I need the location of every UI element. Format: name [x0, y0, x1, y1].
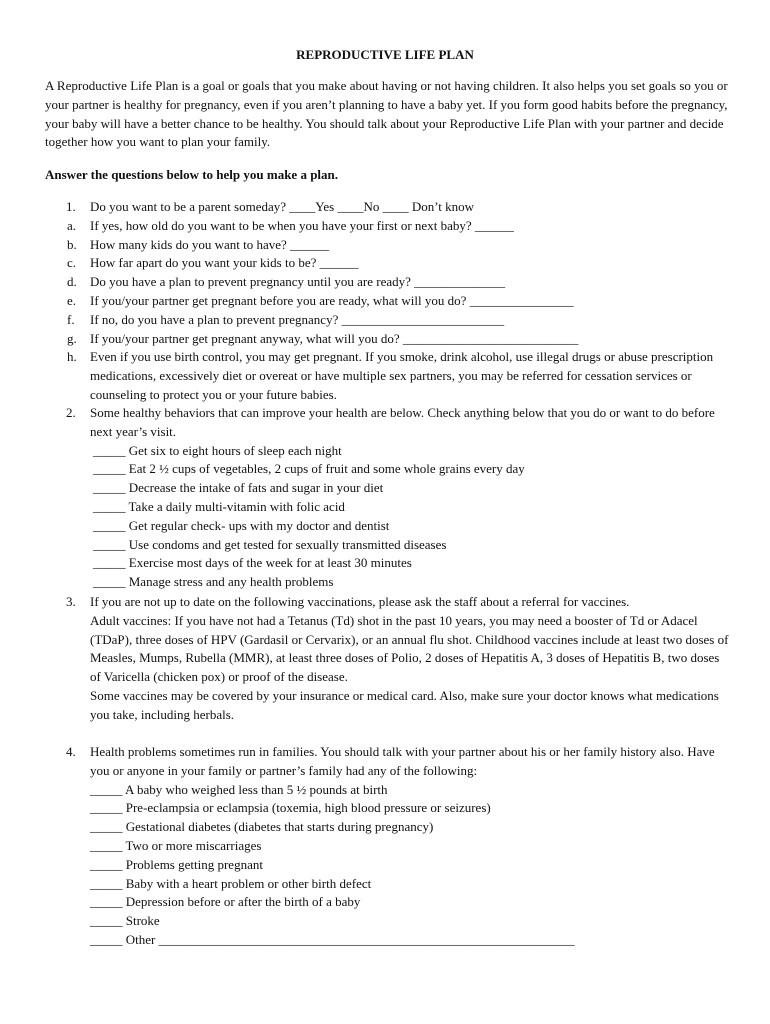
- question-text: Do you want to be a parent someday? ____Yes ____No ____ Don’t know: [90, 199, 475, 214]
- question-text: Some healthy behaviors that can improve your health are below. Check anything below that you do or want to do before next year’s visit.: [90, 405, 715, 439]
- question-1: [45, 198, 731, 405]
- sub-question-text: If no, do you have a plan to prevent pregnancy? _________________________: [90, 311, 505, 327]
- question-number: 3.: [66, 594, 76, 609]
- checklist-item: _____ Take a daily multi-vitamin with folic acid: [93, 498, 345, 514]
- sub-question: [45, 217, 731, 236]
- checklist-item: _____ Problems getting pregnant: [90, 856, 263, 872]
- checklist-item: _____ Gestational diabetes (diabetes that starts during pregnancy): [90, 819, 434, 835]
- checklist-item: _____ Use condoms and get tested for sexually transmitted diseases: [93, 536, 447, 552]
- question-number: 2.: [66, 405, 76, 420]
- question-text: Health problems sometimes run in families. You should talk with your partner about his or her family history also. Have you or anyone in your family or partner’s family had any of the following:: [90, 744, 715, 778]
- sub-question-letter: g.: [67, 330, 77, 346]
- sub-question: [45, 311, 731, 330]
- sub-question: [45, 292, 731, 311]
- sub-question: [45, 330, 731, 349]
- question-number: 4.: [66, 744, 76, 759]
- question-4: [45, 743, 731, 950]
- checklist-item: _____ Decrease the intake of fats and sugar in your diet: [93, 480, 384, 496]
- sub-question-text: How far apart do you want your kids to be? ______: [90, 255, 359, 271]
- checklist-item: _____ Get six to eight hours of sleep each night: [93, 442, 342, 458]
- sub-question-letter: c.: [67, 255, 77, 271]
- checklist-item: _____ Pre-eclampsia or eclampsia (toxemia, high blood pressure or seizures): [90, 800, 491, 816]
- checklist-item: _____ Manage stress and any health problems: [93, 574, 334, 590]
- sub-question-letter: b.: [67, 236, 77, 252]
- checklist-item: _____ A baby who weighed less than 5 ½ pounds at birth: [90, 781, 388, 797]
- adult-vaccines-text: Adult vaccines: If you have not had a Tetanus (Td) shot in the past 10 years, you may need a booster of Td or Adacel (TDaP), three doses of HPV (Gardasil or Cervarix), or an annual flu shot. Childhood vaccines include at least two doses of Measles, Mumps, Rubella (MMR), at least three doses of Polio, 2 doses of Hepatitis A, 3 doses of Hepatitis B, two doses of Varicella (chicken pox) or proof of the disease.: [90, 612, 729, 685]
- vaccine-note: Some vaccines may be covered by your insurance or medical card. Also, make sure your doctor knows what medications you take, including herbals.: [90, 687, 719, 722]
- sub-question-letter: h.: [67, 349, 77, 365]
- sub-question: [45, 236, 731, 255]
- sub-question-text: Do you have a plan to prevent pregnancy until you are ready? ______________: [90, 274, 506, 290]
- sub-question-text: If yes, how old do you want to be when you have your first or next baby? ______: [90, 217, 514, 233]
- sub-question-text: How many kids do you want to have? ______: [90, 236, 330, 252]
- intro-paragraph: A Reproductive Life Plan is a goal or goals that you make about having or not having children. It also helps you set goals so you or your partner is healthy for pregnancy, even if you aren’t planning to have a baby yet. If you form good habits before the pregnancy, your baby will have a better chance to be healthy. You should talk about your Reproductive Life Plan with your partner and decide together how you want to plan your family.: [45, 78, 728, 150]
- sub-question: [45, 254, 731, 273]
- sub-question-letter: f.: [67, 311, 75, 327]
- checklist-item: _____ Depression before or after the birth of a baby: [90, 894, 361, 910]
- question-number: 1.: [66, 199, 76, 214]
- checklist-item: _____ Baby with a heart problem or other birth defect: [90, 875, 372, 891]
- sub-question-letter: a.: [67, 217, 77, 233]
- sub-question-text: If you/your partner get pregnant before you are ready, what will you do? ________________: [90, 292, 574, 308]
- sub-question-letter: d.: [67, 274, 77, 290]
- question-2: [45, 404, 731, 592]
- question-3: [45, 593, 731, 725]
- instructions-heading: Answer the questions below to help you make a plan.: [45, 167, 339, 182]
- checklist-item: _____ Other ________________________________________________________________: [90, 931, 575, 947]
- sub-question-list: [45, 217, 731, 405]
- sub-question: [45, 273, 731, 292]
- question-text: If you are not up to date on the following vaccinations, please ask the staff about a referral for vaccines.: [90, 594, 630, 609]
- checklist-item: _____ Stroke: [90, 913, 160, 929]
- checklist-item: _____ Get regular check- ups with my doctor and dentist: [93, 517, 390, 533]
- checklist-item: _____ Eat 2 ½ cups of vegetables, 2 cups of fruit and some whole grains every day: [93, 461, 525, 477]
- sub-question-text: Even if you use birth control, you may get pregnant. If you smoke, drink alcohol, use illegal drugs or abuse prescription medications, excessively diet or overeat or have multiple sex partners, you may be referred for cessation services or counseling to protect you or your future babies.: [90, 349, 714, 402]
- checklist-item: _____ Two or more miscarriages: [90, 837, 262, 853]
- sub-question-letter: e.: [67, 292, 77, 308]
- sub-question-text: If you/your partner get pregnant anyway, what will you do? ___________________________: [90, 330, 579, 346]
- checklist-item: _____ Exercise most days of the week for at least 30 minutes: [93, 555, 412, 571]
- sub-question: [45, 348, 731, 404]
- page-title: REPRODUCTIVE LIFE PLAN: [296, 47, 474, 62]
